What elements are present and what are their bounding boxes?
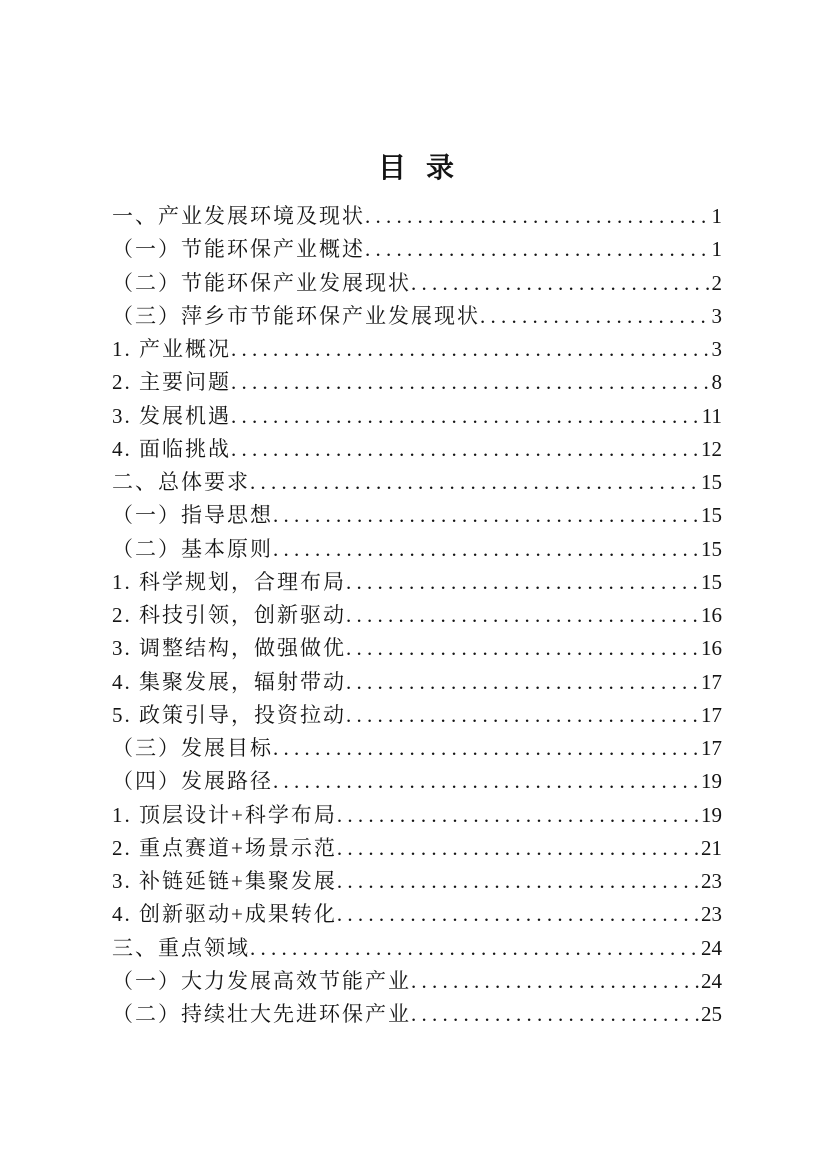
- toc-dot-leader: [250, 932, 699, 965]
- toc-entry-label: （一）节能环保产业概述: [112, 237, 365, 262]
- toc-entry-label: 2. 科技引领，创新驱动: [112, 603, 346, 627]
- toc-entry-page: 16: [701, 603, 722, 627]
- toc-entry-label: 2. 主要问题: [112, 370, 231, 395]
- toc-entry-label: 1. 产业概况: [112, 337, 231, 361]
- toc-entry-page: 11: [701, 403, 722, 428]
- toc-dot-leader: [337, 832, 699, 865]
- toc-entry-label: 4. 集聚发展，辐射带动: [112, 669, 346, 694]
- toc-dot-leader: [365, 200, 710, 233]
- page-title: 目 录: [377, 153, 456, 184]
- toc-dot-leader: [346, 632, 699, 665]
- toc-entry[interactable]: [112, 666, 722, 699]
- toc-entry-page: 25: [701, 1002, 722, 1026]
- toc-entry-label: （二）基本原则: [112, 536, 273, 561]
- toc-entry-page: 19: [701, 802, 722, 827]
- toc-entry-label: 3. 发展机遇: [112, 403, 231, 428]
- toc-entry[interactable]: [112, 599, 722, 632]
- toc-entry[interactable]: [112, 300, 722, 333]
- toc-entry-label: 4. 创新驱动+成果转化: [112, 902, 337, 927]
- toc-entry-page: 2: [711, 270, 722, 295]
- toc-entry-page: 15: [701, 569, 722, 594]
- toc-entry[interactable]: [112, 865, 722, 898]
- toc-dot-leader: [480, 300, 710, 333]
- toc-entry[interactable]: [112, 732, 722, 765]
- toc-entry[interactable]: [112, 533, 722, 566]
- toc-dot-leader: [250, 466, 699, 499]
- toc-entry[interactable]: [112, 366, 722, 399]
- toc-entry-page: 15: [701, 503, 722, 528]
- toc-entry-label: （二）持续壮大先进环保产业: [112, 1002, 411, 1026]
- toc-dot-leader: [231, 433, 699, 466]
- toc-entry-label: 5. 政策引导，投资拉动: [112, 702, 346, 727]
- toc-entry[interactable]: [112, 400, 722, 433]
- toc-entry[interactable]: [112, 765, 722, 798]
- toc-entry-page: 1: [711, 237, 722, 262]
- toc-entry-page: 16: [701, 636, 722, 661]
- toc-entry[interactable]: [112, 333, 722, 366]
- toc-entry-label: 2. 重点赛道+场景示范: [112, 835, 337, 860]
- toc-entry[interactable]: [112, 433, 722, 466]
- toc-dot-leader: [273, 732, 699, 765]
- toc-entry[interactable]: [112, 699, 722, 732]
- toc-dot-leader: [346, 599, 699, 632]
- toc-entry-label: 一、产业发展环境及现状: [112, 204, 365, 228]
- toc-entry-label: 三、重点领域: [112, 935, 250, 960]
- toc-entry-page: 17: [701, 702, 722, 727]
- toc-entry[interactable]: [112, 267, 722, 300]
- toc-entry[interactable]: [112, 466, 722, 499]
- toc-entry-page: 15: [701, 536, 722, 561]
- toc-entry[interactable]: [112, 200, 722, 233]
- toc-entry-page: 15: [701, 470, 722, 494]
- toc-dot-leader: [411, 267, 710, 300]
- toc-entry-page: 21: [701, 835, 722, 860]
- toc-entry-label: （二）节能环保产业发展现状: [112, 270, 411, 295]
- toc-entry[interactable]: [112, 233, 722, 266]
- toc-entry[interactable]: [112, 998, 722, 1031]
- toc-entry-label: 4. 面临挑战: [112, 436, 231, 461]
- toc-entry-label: 二、总体要求: [112, 470, 250, 494]
- toc-entry-label: （三）萍乡市节能环保产业发展现状: [112, 303, 480, 328]
- toc-entry-page: 3: [711, 303, 722, 328]
- toc-entry-page: 23: [701, 869, 722, 893]
- toc-dot-leader: [337, 865, 699, 898]
- toc-dot-leader: [273, 765, 699, 798]
- toc-entry-page: 17: [701, 669, 722, 694]
- toc-entry-page: 12: [701, 436, 722, 461]
- toc-dot-leader: [337, 898, 699, 931]
- toc-entry-page: 19: [701, 769, 722, 794]
- toc-dot-leader: [346, 699, 699, 732]
- toc-dot-leader: [365, 233, 710, 266]
- toc-entry-page: 24: [701, 935, 722, 960]
- toc-entry-page: 1: [711, 204, 722, 228]
- toc-entry-label: （四）发展路径: [112, 769, 273, 794]
- toc-entry-label: 1. 科学规划，合理布局: [112, 569, 346, 594]
- toc-dot-leader: [231, 333, 710, 366]
- toc-entry[interactable]: [112, 965, 722, 998]
- toc-entry-label: 3. 调整结构，做强做优: [112, 636, 346, 661]
- toc-entry-label: （三）发展目标: [112, 736, 273, 760]
- toc-entry[interactable]: [112, 898, 722, 931]
- toc-entry[interactable]: [112, 566, 722, 599]
- toc-entry-label: （一）指导思想: [112, 503, 273, 528]
- toc-dot-leader: [346, 566, 699, 599]
- toc-entry[interactable]: [112, 832, 722, 865]
- toc-entry-page: 17: [701, 736, 722, 760]
- toc-dot-leader: [411, 965, 699, 998]
- toc-dot-leader: [231, 366, 710, 399]
- toc-entry-page: 3: [711, 337, 722, 361]
- toc-entry[interactable]: [112, 632, 722, 665]
- toc-dot-leader: [337, 799, 699, 832]
- toc-entry-page: 8: [711, 370, 722, 395]
- toc-dot-leader: [346, 666, 699, 699]
- toc-dot-leader: [411, 998, 699, 1031]
- toc-entry[interactable]: [112, 932, 722, 965]
- toc-entry[interactable]: [112, 499, 722, 532]
- toc-dot-leader: [273, 499, 699, 532]
- toc-entry-page: 23: [701, 902, 722, 927]
- toc-entry-label: 1. 顶层设计+科学布局: [112, 802, 337, 827]
- toc-dot-leader: [273, 533, 699, 566]
- toc-list: [112, 200, 722, 1031]
- toc-entry-page: 24: [701, 968, 722, 993]
- toc-entry-label: （一）大力发展高效节能产业: [112, 968, 411, 993]
- toc-entry[interactable]: [112, 799, 722, 832]
- toc-dot-leader: [231, 400, 700, 433]
- toc-entry-label: 3. 补链延链+集聚发展: [112, 869, 337, 893]
